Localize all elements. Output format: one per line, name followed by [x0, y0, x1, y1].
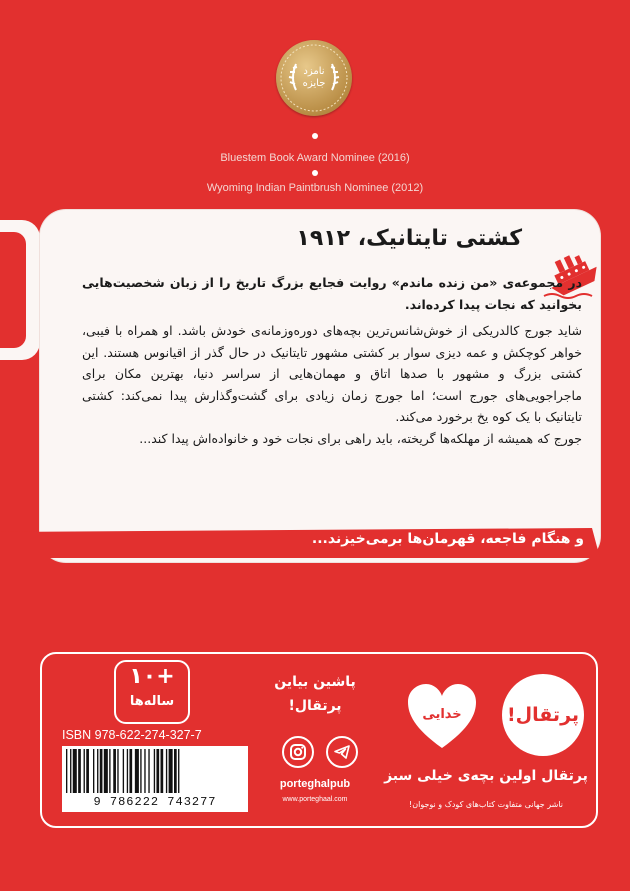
- publisher-handle: porteghalpub: [279, 778, 351, 790]
- synopsis-paragraph-2: جورج که همیشه از مهلکه‌ها گریخته، باید راهی برای نجات خود و خانواده‌اش پیدا کند...: [139, 430, 582, 446]
- age-rating-badge: [114, 660, 190, 724]
- isbn-text: ISBN 978-622-274-327-7: [62, 728, 202, 742]
- publisher-logo-text: پرتقال!: [506, 704, 580, 726]
- award-seal-label: نامزد جایزه: [302, 66, 326, 89]
- instagram-icon: [282, 736, 314, 768]
- left-tab-inner: [0, 232, 26, 348]
- barcode-digits: 9 786222 743277: [62, 793, 248, 811]
- publisher-logo: [502, 674, 584, 756]
- book-title: کشتی تایتانیک، ۱۹۱۲: [296, 226, 522, 251]
- award-seal: [276, 40, 352, 116]
- telegram-icon: [326, 736, 358, 768]
- divider-dot: [312, 133, 318, 139]
- synopsis-text: [82, 272, 582, 449]
- synopsis-paragraph-1: شاید جورج کالدریکی از خوش‌شانس‌ترین بچه‌های دوره‌وزمانه‌ی خودش باشد. او همراه با فیبی، خواهر کوچکش و عمه دیزی سوار بر کشتی مشهور تایتانیک در حال گذر از اقیانوس هستند. این کشتی بزرگ و مشهور با صدها اتاق و مهمان‌هایی از سراسر دنیا، بهترین مکان برای ماجراجویی‌های جورج است؛ اما جورج زمان زیادی برای گشت‌وگذارش پیدا نمی‌کند: کشتی تایتانیک با یک کوه یخ برخورد می‌کند.: [82, 323, 582, 424]
- publisher-tagline: پرتقال اولین بچه‌ی خیلی سبز: [384, 768, 588, 784]
- heart-logo-text: خدایی: [422, 707, 462, 722]
- publisher-url: www.porteghaal.com: [282, 796, 348, 803]
- tagline-banner-text: و هنگام فاجعه، قهرمان‌ها برمی‌خیزند...: [311, 531, 584, 547]
- award-line-1: Bluestem Book Award Nominee (2016): [220, 152, 410, 164]
- heart-logo-icon: [404, 678, 480, 754]
- award-line-2: Wyoming Indian Paintbrush Nominee (2012): [206, 182, 424, 194]
- age-rating-number: +۱۰: [129, 664, 175, 689]
- age-rating-label: ساله‌ها: [129, 694, 175, 709]
- divider-dot: [312, 170, 318, 176]
- cta-line-2: پرتقال!: [288, 698, 342, 714]
- cta-line-1: پاشین بیاین: [274, 674, 356, 690]
- series-intro: در مجموعه‌ی «من زنده ماندم» روایت فجایع بزرگ تاریخ را از زبان شخصیت‌هایی بخوانید که نجات پیدا کرده‌اند.: [82, 275, 582, 312]
- publisher-tagline-small: ناشر جهانی متفاوت کتاب‌های کودک و نوجوان!: [409, 800, 563, 809]
